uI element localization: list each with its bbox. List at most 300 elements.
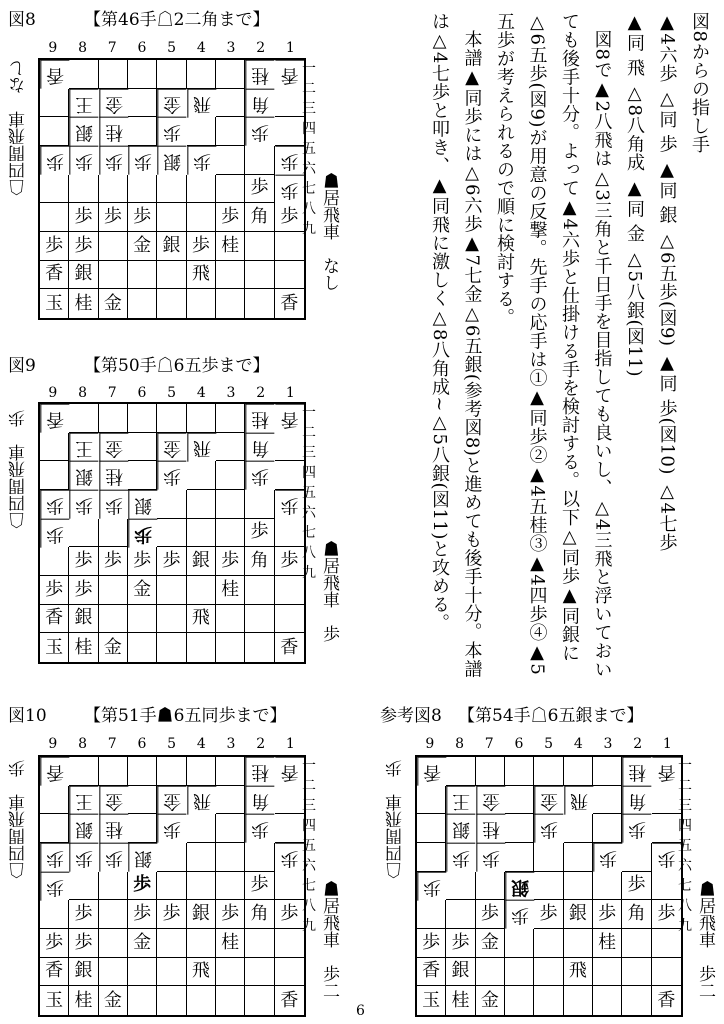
board-cell [534, 986, 563, 1015]
shogi-piece: 桂 [104, 819, 123, 841]
board-cell [417, 843, 446, 872]
board-cell [216, 461, 245, 490]
shogi-piece: 歩 [540, 819, 559, 841]
shogi-piece: 角 [251, 93, 270, 115]
board-cell [187, 203, 216, 232]
shogi-piece: 銀 [511, 876, 530, 898]
board-cell [245, 461, 274, 490]
shogi-piece: 歩 [46, 523, 65, 545]
shogi-piece: 香 [280, 761, 299, 783]
board-cell [40, 175, 69, 204]
board-cell [534, 900, 563, 929]
sente-hand-info: ☗居飛車 歩二 [319, 880, 339, 999]
board-cell [69, 547, 98, 576]
board-cell [622, 843, 651, 872]
board-cell [157, 404, 186, 433]
shogi-piece: 香 [423, 761, 442, 783]
shogi-piece: 歩 [657, 903, 676, 925]
board-cell [593, 786, 622, 815]
board-cell [187, 872, 216, 901]
board-cell [505, 814, 534, 843]
board-cell [99, 576, 128, 605]
shogi-piece: 金 [133, 578, 152, 600]
row-numbers: 一 二 三 四 五 六 七 八 九 [302, 61, 316, 237]
board-cell [157, 60, 186, 89]
board-cell [593, 872, 622, 901]
board-cell [99, 175, 128, 204]
board-cell [505, 843, 534, 872]
board-cell [216, 232, 245, 261]
board-cell [187, 89, 216, 118]
board-cell [99, 117, 128, 146]
shogi-piece: 香 [280, 408, 299, 430]
board-cell [69, 146, 98, 175]
board-cell [128, 633, 157, 662]
board-cell [40, 576, 69, 605]
board-cell [40, 461, 69, 490]
board-cell [216, 261, 245, 290]
board-cell [245, 60, 274, 89]
board-cell [417, 786, 446, 815]
board-cell [564, 843, 593, 872]
board-cell [245, 404, 274, 433]
board-cell [216, 490, 245, 519]
shogi-piece: 歩 [280, 903, 299, 925]
shogi-piece: 歩 [75, 847, 94, 869]
shogi-piece: 歩 [191, 234, 210, 256]
board-cell [99, 605, 128, 634]
shogi-piece: 金 [163, 93, 182, 115]
shogi-piece: 銀 [452, 819, 471, 841]
board-cell [476, 757, 505, 786]
board-cell [99, 986, 128, 1015]
board-cell [593, 900, 622, 929]
board-cell [505, 786, 534, 815]
board-cell [564, 814, 593, 843]
shogi-piece: 歩 [133, 550, 152, 572]
board-cell [99, 757, 128, 786]
board-cell [622, 900, 651, 929]
shogi-piece: 金 [480, 931, 499, 953]
board-cell [69, 433, 98, 462]
shogi-piece: 歩 [628, 819, 647, 841]
shogi-piece: 金 [481, 790, 500, 812]
diagram-label: 図9 [8, 356, 36, 376]
board-cell [128, 757, 157, 786]
shogi-piece: 飛 [191, 960, 210, 982]
board-cell [446, 843, 475, 872]
board-cell [157, 203, 186, 232]
shogi-piece: 歩 [104, 494, 123, 516]
shogi-piece: 歩 [45, 234, 64, 256]
shogi-piece: 桂 [221, 578, 240, 600]
board-cell [187, 605, 216, 634]
board-cell [417, 814, 446, 843]
shogi-piece: 歩 [45, 578, 64, 600]
board-cell [564, 986, 593, 1015]
board-cell [446, 986, 475, 1015]
board-cell [446, 814, 475, 843]
board-cell [40, 60, 69, 89]
board-cell [128, 232, 157, 261]
column-numbers: 9 8 7 6 5 4 3 2 1 [48, 40, 295, 56]
shogi-piece: 歩 [45, 931, 64, 953]
board-cell [128, 814, 157, 843]
shogi-piece: 銀 [191, 903, 210, 925]
shogi-piece: 歩 [280, 179, 299, 201]
shogi-piece: 桂 [251, 408, 270, 430]
board-cell [40, 547, 69, 576]
board-cell [245, 986, 274, 1015]
shogi-piece: 香 [46, 761, 65, 783]
board-cell [446, 929, 475, 958]
board-cell [216, 872, 245, 901]
shogi-piece: 歩 [74, 931, 93, 953]
board-cell [157, 547, 186, 576]
board-cell [622, 986, 651, 1015]
shogi-piece: 歩 [74, 234, 93, 256]
board-cell [99, 900, 128, 929]
board-cell [216, 433, 245, 462]
board-cell [99, 547, 128, 576]
shogi-piece: 歩 [539, 903, 558, 925]
shogi-piece: 歩 [280, 550, 299, 572]
shogi-piece: 香 [45, 960, 64, 982]
board-cell [99, 60, 128, 89]
shogi-piece: 銀 [75, 819, 94, 841]
board-cell [417, 757, 446, 786]
gote-hand-info: ☖四間飛車 なし [9, 60, 29, 196]
board-cell [216, 958, 245, 987]
board-cell [245, 203, 274, 232]
board-cell [417, 958, 446, 987]
board-cell [69, 404, 98, 433]
shogi-piece: 金 [163, 790, 182, 812]
shogi-piece: 桂 [481, 819, 500, 841]
board-cell [622, 786, 651, 815]
shogi-piece: 歩 [74, 206, 93, 228]
board-cell [69, 872, 98, 901]
board-cell [69, 175, 98, 204]
board-cell [187, 986, 216, 1015]
board-cell [187, 547, 216, 576]
board-cell [187, 633, 216, 662]
board-cell [157, 786, 186, 815]
board-cell [446, 900, 475, 929]
shogi-piece: 歩 [250, 874, 269, 896]
board-cell [476, 958, 505, 987]
board-cell [40, 605, 69, 634]
board-cell [216, 814, 245, 843]
diagram-title [8, 10, 270, 30]
shogi-piece: 角 [251, 790, 270, 812]
shogi-piece: 歩 [480, 903, 499, 925]
shogi-piece: 王 [75, 93, 94, 115]
shogi-piece: 飛 [569, 790, 588, 812]
board-cell [564, 786, 593, 815]
board-cell [187, 232, 216, 261]
shogi-piece: 王 [452, 790, 471, 812]
board-cell [40, 929, 69, 958]
board-cell [157, 117, 186, 146]
moves-heading: 図8からの指し手 [689, 12, 710, 154]
shogi-piece: 歩 [133, 903, 152, 925]
board-cell [622, 757, 651, 786]
board-cell [40, 89, 69, 118]
board-cell [534, 786, 563, 815]
board-cell [505, 900, 534, 929]
board-cell [187, 576, 216, 605]
shogi-piece: 歩 [104, 150, 123, 172]
gote-hand-info: ☖四間飛車 歩 [9, 760, 29, 879]
board-cell [128, 843, 157, 872]
shogi-piece: 銀 [74, 263, 93, 285]
board-cell [99, 958, 128, 987]
shogi-piece: 銀 [134, 494, 153, 516]
shogi-piece: 歩 [134, 150, 153, 172]
board-cell [216, 175, 245, 204]
board-cell [157, 175, 186, 204]
board-cell [216, 900, 245, 929]
board-cell [157, 89, 186, 118]
board-cell [245, 757, 274, 786]
board-cell [128, 175, 157, 204]
board-cell [187, 146, 216, 175]
board-cell [187, 900, 216, 929]
board-cell [564, 900, 593, 929]
board-cell [216, 986, 245, 1015]
board-cell [245, 872, 274, 901]
page-number: 6 [356, 1003, 365, 1019]
board-cell [40, 490, 69, 519]
board-cell [40, 986, 69, 1015]
shogi-piece: 歩 [280, 206, 299, 228]
board-cell [69, 490, 98, 519]
board-cell [216, 576, 245, 605]
shogi-piece: 角 [627, 903, 646, 925]
board-cell [534, 929, 563, 958]
board-cell [99, 261, 128, 290]
board-cell [245, 289, 274, 318]
board-cell [534, 757, 563, 786]
shogi-piece: 歩 [221, 550, 240, 572]
board-cell [128, 786, 157, 815]
board-cell [69, 261, 98, 290]
board-cell [245, 958, 274, 987]
board-cell [128, 261, 157, 290]
moves-line-2: ▲同 飛 △8八角成 ▲同 金 △5八銀(図11) [624, 12, 645, 377]
board-cell [187, 843, 216, 872]
board-cell [534, 958, 563, 987]
board-cell [128, 60, 157, 89]
board-cell [40, 757, 69, 786]
diagram-title [380, 706, 644, 726]
board-cell [622, 958, 651, 987]
board-cell [476, 900, 505, 929]
board-cell [216, 786, 245, 815]
board-cell [99, 633, 128, 662]
board-cell [187, 461, 216, 490]
board-cell [622, 929, 651, 958]
shogi-board [38, 58, 306, 320]
board-cell [505, 958, 534, 987]
shogi-piece: 歩 [46, 876, 65, 898]
diagram-label: 図10 [8, 706, 47, 726]
board-cell [245, 175, 274, 204]
board-cell [216, 843, 245, 872]
board-cell [245, 576, 274, 605]
shogi-piece: 歩 [481, 847, 500, 869]
board-cell [216, 605, 245, 634]
shogi-piece: 歩 [251, 819, 270, 841]
shogi-piece: 王 [75, 437, 94, 459]
board-cell [128, 490, 157, 519]
shogi-piece: 歩 [46, 494, 65, 516]
shogi-piece: 飛 [192, 790, 211, 812]
board-cell [593, 843, 622, 872]
board-cell [40, 814, 69, 843]
shogi-piece: 歩 [46, 847, 65, 869]
shogi-piece: 歩 [75, 150, 94, 172]
board-cell [69, 89, 98, 118]
shogi-piece: 金 [104, 93, 123, 115]
shogi-piece: 歩 [103, 206, 122, 228]
board-cell [446, 958, 475, 987]
board-cell [157, 433, 186, 462]
shogi-piece: 香 [657, 761, 676, 783]
board-cell [187, 757, 216, 786]
shogi-piece: 金 [480, 989, 499, 1011]
board-cell [128, 289, 157, 318]
board-cell [476, 843, 505, 872]
board-cell [40, 261, 69, 290]
shogi-piece: 銀 [74, 960, 93, 982]
board-cell [505, 929, 534, 958]
shogi-piece: 香 [280, 636, 299, 658]
board-cell [128, 404, 157, 433]
diagram-caption: 【第54手☖6五銀まで】 [458, 706, 644, 726]
board-cell [593, 929, 622, 958]
board-cell [40, 146, 69, 175]
shogi-piece: 歩 [280, 847, 299, 869]
commentary-paragraph-1: 図8で▲2八飛は△3三角と千日手を目指しても良いし、△4三飛と浮いておいても後手十分。よって▲4六歩と仕掛ける手を検討する。以下△同歩▲同銀に△6五歩(図9)が用意の反撃。先手の応手は①▲同歩②▲4五桂③▲4四歩④▲5五歩が考えられるので順に検討する。 [494, 12, 613, 679]
board-cell [40, 404, 69, 433]
board-cell [187, 958, 216, 987]
board-cell [157, 289, 186, 318]
shogi-piece: 歩 [221, 903, 240, 925]
shogi-piece: 銀 [75, 466, 94, 488]
board-cell [128, 900, 157, 929]
board-cell [187, 261, 216, 290]
board-cell [157, 814, 186, 843]
shogi-board [415, 755, 683, 1017]
board-cell [216, 203, 245, 232]
shogi-piece: 桂 [251, 761, 270, 783]
sente-hand-info: ☗居飛車 なし [319, 172, 339, 291]
board-cell [446, 757, 475, 786]
board-cell [40, 289, 69, 318]
board-cell [40, 433, 69, 462]
shogi-piece: 桂 [221, 931, 240, 953]
board-cell [99, 490, 128, 519]
row-numbers: 一 二 三 四 五 六 七 八 九 [302, 405, 316, 581]
shogi-piece: 金 [104, 790, 123, 812]
board-cell [99, 289, 128, 318]
board-cell [69, 203, 98, 232]
board-cell [245, 490, 274, 519]
shogi-piece: 桂 [598, 931, 617, 953]
moves-line-1: ▲4六歩 △同 歩 ▲同 銀 △6五歩(図9) ▲同 歩(図10) △4七歩 [656, 12, 678, 552]
board-cell [476, 786, 505, 815]
shogi-piece: 銀 [451, 960, 470, 982]
sente-hand-info: ☗居飛車 歩二 [695, 880, 715, 999]
board-cell [476, 814, 505, 843]
board-cell [128, 203, 157, 232]
board-cell [187, 490, 216, 519]
board-cell [245, 261, 274, 290]
board-cell [245, 89, 274, 118]
board-cell [128, 958, 157, 987]
board-cell [69, 843, 98, 872]
board-cell [157, 519, 186, 548]
shogi-piece: 歩 [627, 874, 646, 896]
shogi-piece: 金 [103, 989, 122, 1011]
board-cell [505, 757, 534, 786]
board-cell [417, 900, 446, 929]
shogi-piece: 桂 [221, 234, 240, 256]
shogi-piece: 歩 [75, 494, 94, 516]
board-cell [216, 547, 245, 576]
board-cell [128, 89, 157, 118]
shogi-piece: 角 [250, 206, 269, 228]
board-cell [564, 872, 593, 901]
board-cell [157, 605, 186, 634]
board-cell [245, 929, 274, 958]
board-cell [40, 203, 69, 232]
shogi-piece: 香 [45, 607, 64, 629]
shogi-piece: 桂 [451, 989, 470, 1011]
shogi-piece: 歩 [657, 847, 676, 869]
board-cell [216, 929, 245, 958]
shogi-piece: 飛 [191, 607, 210, 629]
board-cell [187, 60, 216, 89]
board-cell [69, 986, 98, 1015]
shogi-piece: 飛 [191, 263, 210, 285]
board-cell [187, 404, 216, 433]
diagram-caption: 【第51手☗6五同歩まで】 [84, 706, 287, 726]
diagram-caption: 【第46手☖2二角まで】 [84, 10, 270, 30]
board-cell [128, 117, 157, 146]
shogi-piece: 歩 [451, 931, 470, 953]
shogi-piece: 桂 [251, 64, 270, 86]
shogi-piece: 銀 [568, 903, 587, 925]
shogi-piece: 飛 [192, 437, 211, 459]
board-cell [69, 60, 98, 89]
shogi-piece: 王 [75, 790, 94, 812]
board-cell [40, 519, 69, 548]
shogi-piece: 香 [45, 263, 64, 285]
shogi-piece: 香 [280, 989, 299, 1011]
shogi-piece: 歩 [133, 206, 152, 228]
board-cell [216, 757, 245, 786]
board-cell [40, 900, 69, 929]
board-cell [187, 433, 216, 462]
shogi-piece: 角 [251, 437, 270, 459]
board-cell [99, 843, 128, 872]
shogi-piece: 歩 [74, 903, 93, 925]
board-cell [593, 814, 622, 843]
shogi-piece: 玉 [422, 989, 441, 1011]
